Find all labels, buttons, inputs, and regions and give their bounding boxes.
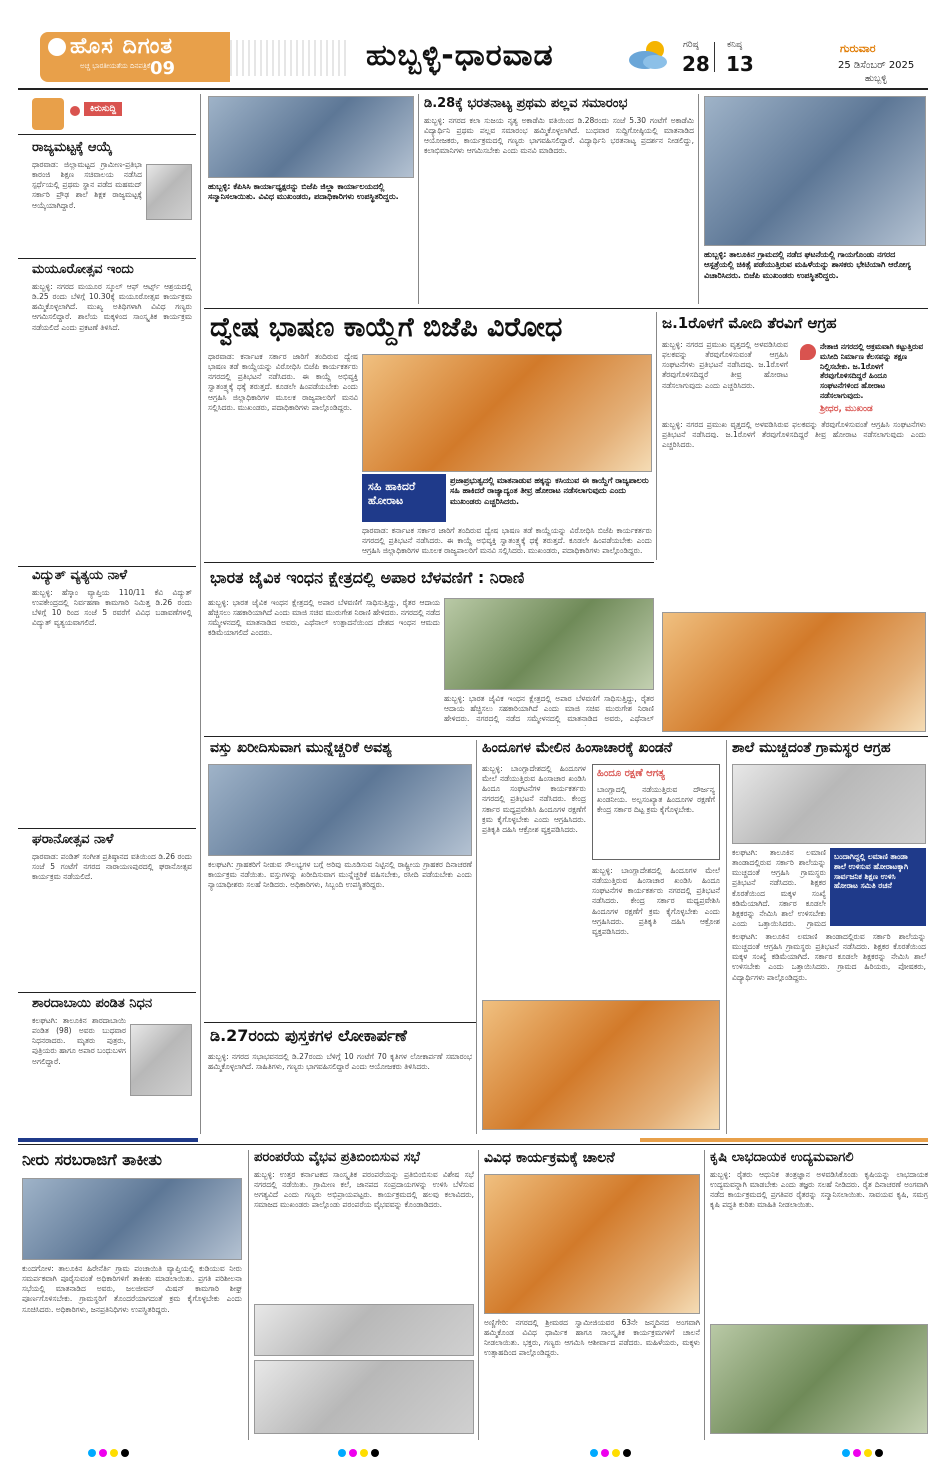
rule	[18, 828, 196, 829]
news-body: ಹುಬ್ಬಳ್ಳಿ: ಭಾರತ ಜೈವಿಕ ಇಂಧನ ಕ್ಷೇತ್ರದಲ್ಲಿ ಅಪಾರ ಬೆಳವಣಿಗೆ ಸಾಧಿಸುತ್ತಿದ್ದು, ರೈತರ ಆದಾಯ ಹೆಚ್ಚಿಸಲು ಸಹಕಾರಿಯಾಗಿದೆ ಎಂದು ಮಾಜಿ ಸಚಿವ ಮುರುಗೇಶ ನಿರಾಣಿ ಹೇಳಿದರು. ನಗರದಲ್ಲಿ ನಡೆದ ಸಮ್ಮೇಳನದಲ್ಲಿ ಮಾತನಾಡಿದ ಅವರು, ಎಥೆನಾಲ್ ಉತ್ಪಾದನೆಯಿಂದ ದೇಶದ ಇಂಧನ ಆಮದು ಕಡಿಮೆಯಾಗಲಿದೆ ಎಂದರು.	[208, 598, 440, 638]
registration-marks	[842, 1442, 886, 1460]
news-photo	[208, 764, 472, 856]
news-photo	[732, 764, 926, 844]
column-divider	[248, 1150, 249, 1440]
min-temp: 13	[726, 52, 754, 76]
section-bar	[18, 1138, 198, 1142]
news-body: ಹುಬ್ಬಳ್ಳಿ: ನಗರದ ಪ್ರಮುಖ ವೃತ್ತದಲ್ಲಿ ಅಳವಡಿಸಿರುವ ಫಲಕವನ್ನು ತೆರವುಗೊಳಿಸುವಂತೆ ಆಗ್ರಹಿಸಿ ಸಂಘಟನೆಗಳು ಪ್ರತಿಭಟನೆ ನಡೆಸಿದವು. ಜ.1ರೊಳಗೆ ತೆರವುಗೊಳಿಸದಿದ್ದರೆ ತೀವ್ರ ಹೋರಾಟ ನಡೆಸಲಾಗುವುದು ಎಂದು ಎಚ್ಚರಿಸಿದರು.	[662, 420, 926, 450]
photo-caption: ಹುಬ್ಬಳ್ಳಿ: ಕೆಪಿಸಿಸಿ ಕಾರ್ಯಾಧ್ಯಕ್ಷರನ್ನು ಬಿಜೆಪಿ ಜಿಲ್ಲಾ ಕಾರ್ಯಾಲಯದಲ್ಲಿ ಸನ್ಮಾನಿಸಲಾಯಿತು. ವಿವಿಧ ಮುಖಂಡರು, ಪದಾಧಿಕಾರಿಗಳು ಉಪಸ್ಥಿತರಿದ್ದರು.	[208, 182, 399, 202]
news-body: ಧಾರವಾಡ: ಕರ್ನಾಟಕ ಸರ್ಕಾರ ಜಾರಿಗೆ ತಂದಿರುವ ದ್ವೇಷ ಭಾಷಣ ತಡೆ ಕಾಯ್ದೆಯನ್ನು ವಿರೋಧಿಸಿ ಬಿಜೆಪಿ ಕಾರ್ಯಕರ್ತರು ನಗರದಲ್ಲಿ ಪ್ರತಿಭಟನೆ ನಡೆಸಿದರು. ಈ ಕಾಯ್ದೆ ಅಭಿವ್ಯಕ್ತಿ ಸ್ವಾತಂತ್ರ್ಯಕ್ಕೆ ಧಕ್ಕೆ ತರುತ್ತದೆ. ಕೂಡಲೇ ಹಿಂಪಡೆಯಬೇಕು ಎಂದು ಆಗ್ರಹಿಸಿ ಜಿಲ್ಲಾಧಿಕಾರಿಗಳ ಮೂಲಕ ರಾಜ್ಯಪಾಲರಿಗೆ ಮನವಿ ಸಲ್ಲಿಸಿದರು. ಮುಖಂಡರು, ಪದಾಧಿಕಾರಿಗಳು ಪಾಲ್ಗೊಂಡಿದ್ದರು.	[208, 352, 358, 412]
news-head: ಪರಂಪರೆಯ ವೈಭವ ಪ್ರತಿಬಿಂಬಿಸುವ ಸಭೆ	[254, 1150, 420, 1165]
page-number: 09	[150, 58, 176, 79]
quote-text: ನೇತಾಜಿ ನಗರದಲ್ಲಿ ಅಕ್ರಮವಾಗಿ ಕಟ್ಟುತ್ತಿರುವ ಮಸೀದಿ ನಿರ್ಮಾಣ ಕೆಲಸವನ್ನು ತಕ್ಷಣ ನಿಲ್ಲಿಸಬೇಕು. ಜ.1ರೊಳಗೆ ತೆರವುಗೊಳಿಸದಿದ್ದರೆ ಹಿಂದೂ ಸಂಘಟನೆಗಳಿಂದ ಹೋರಾಟ ನಡೆಸಲಾಗುವುದು.	[820, 342, 924, 400]
news-body: ಹುಬ್ಬಳ್ಳಿ: ಉತ್ತರ ಕರ್ನಾಟಕದ ಸಾಂಸ್ಕೃತಿಕ ಪರಂಪರೆಯನ್ನು ಪ್ರತಿಬಿಂಬಿಸುವ ವಿಶೇಷ ಸಭೆ ನಗರದಲ್ಲಿ ನಡೆಯಿತು. ಗ್ರಾಮೀಣ ಕಲೆ, ಜಾನಪದ ಸಂಪ್ರದಾಯಗಳನ್ನು ಉಳಿಸಿ ಬೆಳೆಸುವ ಅಗತ್ಯವಿದೆ ಎಂದು ಗಣ್ಯರು ಅಭಿಪ್ರಾಯಪಟ್ಟರು. ಕಾರ್ಯಕ್ರಮದಲ್ಲಿ ಹಲವು ಕಲಾವಿದರು, ಸಮಾಜದ ಮುಖಂಡರು ಪಾಲ್ಗೊಂಡು ಪರಂಪರೆಯ ವೈಭವವನ್ನು ಕೊಂಡಾಡಿದರು.	[254, 1170, 474, 1210]
column-divider	[200, 94, 201, 1134]
news-body: ಹುಬ್ಬಳ್ಳಿ: ಹೆಸ್ಕಾಂ ವ್ಯಾಪ್ತಿಯ 110/11 ಕೆವಿ ವಿದ್ಯುತ್ ಉಪಕೇಂದ್ರದಲ್ಲಿ ನಿರ್ವಹಣಾ ಕಾಮಗಾರಿ ನಿಮಿತ್ತ ಡಿ.26 ರಂದು ಬೆಳಿಗ್ಗೆ 10 ರಿಂದ ಸಂಜೆ 5 ರವರೆಗೆ ವಿವಿಧ ಬಡಾವಣೆಗಳಲ್ಲಿ ವಿದ್ಯುತ್ ವ್ಯತ್ಯಯವಾಗಲಿದೆ.	[32, 588, 192, 628]
quote-icon	[800, 344, 816, 360]
photo-caption: ಹುಬ್ಬಳ್ಳಿ: ತಾಲೂಕಿನ ಗ್ರಾಮದಲ್ಲಿ ನಡೆದ ಘಟನೆಯಲ್ಲಿ ಗಾಯಗೊಂಡು ನಗರದ ಆಸ್ಪತ್ರೆಯಲ್ಲಿ ಚಿಕಿತ್ಸೆ ಪಡೆಯುತ್ತಿರುವ ಮಹಿಳೆಯನ್ನು ಶಾಸಕರು ಭೇಟಿಯಾಗಿ ಆರೋಗ್ಯ ವಿಚಾರಿಸಿದರು. ಬಿಜೆಪಿ ಮುಖಂಡರು ಉಪಸ್ಥಿತರಿದ್ದರು.	[704, 250, 911, 280]
news-head: ವಿವಿಧ ಕಾರ್ಯಕ್ರಮಕ್ಕೆ ಚಾಲನೆ	[484, 1150, 615, 1166]
rule	[18, 258, 196, 259]
column-divider	[476, 740, 477, 1134]
max-temp: 28	[682, 52, 710, 76]
column-divider	[726, 740, 727, 1134]
rule	[204, 562, 654, 563]
masthead-rule	[18, 88, 928, 90]
info-box	[592, 764, 720, 860]
column-divider	[478, 1150, 479, 1440]
news-head: ಘರಾನೋತ್ಸವ ನಾಳೆ	[32, 832, 114, 847]
portrait-photo	[146, 164, 192, 220]
rule	[204, 1022, 476, 1023]
section-bar	[640, 1138, 928, 1142]
news-photo	[482, 1000, 720, 1130]
logo-tagline: ಅಚ್ಚ ಭಾರತೀಯತೆಯ ದಿನಪತ್ರಿಕೆ	[80, 62, 151, 70]
logo: ಹೊಸ ದಿಗಂತ	[70, 34, 174, 59]
news-body: ಕಲಘಟಗಿ: ತಾಲೂಕಿನ ಶಾರದಾಬಾಯಿ ಪಂಡಿತ (98) ಅವರು ಬುಧವಾರ ನಿಧನರಾದರು. ಮೃತರು ಪುತ್ರರು, ಪುತ್ರಿಯರು ಹಾಗೂ ಅಪಾರ ಬಂಧುಬಳಗ ಅಗಲಿದ್ದಾರೆ.	[32, 1016, 126, 1066]
column-divider	[656, 312, 657, 560]
news-head: ಭಾರತ ಜೈವಿಕ ಇಂಧನ ಕ್ಷೇತ್ರದಲ್ಲಿ ಅಪಾರ ಬೆಳವಣಿಗೆ : ನಿರಾಣಿ	[210, 568, 525, 587]
rule	[204, 308, 928, 309]
news-photo	[704, 96, 926, 246]
lead-label: ಸಹಿ ಹಾಕಿದರೆ ಹೋರಾಟ	[362, 474, 446, 522]
news-body: ಹುಬ್ಬಳ್ಳಿ: ರೈತರು ಆಧುನಿಕ ತಂತ್ರಜ್ಞಾನ ಅಳವಡಿಸಿಕೊಂಡು ಕೃಷಿಯನ್ನು ಲಾಭದಾಯಕ ಉದ್ಯಮವನ್ನಾಗಿ ಮಾಡಬೇಕು ಎಂದು ತಜ್ಞರು ಸಲಹೆ ನೀಡಿದರು. ರೈತ ದಿನಾಚರಣೆ ಅಂಗವಾಗಿ ನಡೆದ ಕಾರ್ಯಕ್ರಮದಲ್ಲಿ ಪ್ರಗತಿಪರ ರೈತರನ್ನು ಸನ್ಮಾನಿಸಲಾಯಿತು. ಸಾವಯವ ಕೃಷಿ, ಸಮಗ್ರ ಕೃಷಿ ಪದ್ಧತಿ ಕುರಿತು ಮಾಹಿತಿ ನೀಡಲಾಯಿತು.	[710, 1170, 928, 1210]
news-head: ವಸ್ತು ಖರೀದಿಸುವಾಗ ಮುನ್ನೆಚ್ಚರಿಕೆ ಅವಶ್ಯ	[210, 740, 392, 756]
hand-icon	[32, 98, 64, 130]
box-body: ಬಾಂಗ್ಲಾದಲ್ಲಿ ನಡೆಯುತ್ತಿರುವ ದೌರ್ಜನ್ಯ ಖಂಡನೀಯ. ಅಲ್ಪಸಂಖ್ಯಾತ ಹಿಂದೂಗಳ ರಕ್ಷಣೆಗೆ ಕೇಂದ್ರ ಸರ್ಕಾರ ದಿಟ್ಟ ಕ್ರಮ ಕೈಗೊಳ್ಳಬೇಕು.	[597, 785, 715, 815]
news-photo	[662, 612, 926, 732]
divider	[714, 42, 715, 72]
news-body: ಕುಂದಗೋಳ: ತಾಲೂಕಿನ ಹಿರೇನೆರ್ತಿ ಗ್ರಾಮ ಪಂಚಾಯಿತಿ ವ್ಯಾಪ್ತಿಯಲ್ಲಿ ಕುಡಿಯುವ ನೀರು ಸಮರ್ಪಕವಾಗಿ ಪೂರೈಸುವಂತೆ ಅಧಿಕಾರಿಗಳಿಗೆ ತಾಕೀತು ಮಾಡಲಾಯಿತು. ಪ್ರಗತಿ ಪರಿಶೀಲನಾ ಸಭೆಯಲ್ಲಿ ಮಾತನಾಡಿದ ಅವರು, ಜಲಜೀವನ್ ಮಿಷನ್ ಕಾಮಗಾರಿ ಶೀಘ್ರ ಪೂರ್ಣಗೊಳಿಸಬೇಕು. ಗ್ರಾಮಸ್ಥರಿಗೆ ತೊಂದರೆಯಾಗದಂತೆ ಕ್ರಮ ಕೈಗೊಳ್ಳಬೇಕು ಎಂದು ಸೂಚಿಸಿದರು. ಅಧಿಕಾರಿಗಳು, ಜನಪ್ರತಿನಿಧಿಗಳು ಉಪಸ್ಥಿತರಿದ್ದರು.	[22, 1264, 242, 1314]
pattern-strip	[230, 40, 350, 76]
logo-emblem-icon	[48, 38, 66, 56]
lead-headline: ದ್ವೇಷ ಭಾಷಣ ಕಾಯ್ದೆಗೆ ಬಿಜೆಪಿ ವಿರೋಧ	[210, 312, 563, 343]
news-body: ಹುಬ್ಬಳ್ಳಿ: ಬಾಂಗ್ಲಾದೇಶದಲ್ಲಿ ಹಿಂದೂಗಳ ಮೇಲೆ ನಡೆಯುತ್ತಿರುವ ಹಿಂಸಾಚಾರ ಖಂಡಿಸಿ ಹಿಂದೂ ಸಂಘಟನೆಗಳ ಕಾರ್ಯಕರ್ತರು ನಗರದಲ್ಲಿ ಪ್ರತಿಭಟನೆ ನಡೆಸಿದರು. ಕೇಂದ್ರ ಸರ್ಕಾರ ಮಧ್ಯಪ್ರವೇಶಿಸಿ ಹಿಂದೂಗಳ ರಕ್ಷಣೆಗೆ ಕ್ರಮ ಕೈಗೊಳ್ಳಬೇಕು ಎಂದು ಆಗ್ರಹಿಸಿದರು. ಪ್ರತಿಕೃತಿ ದಹಿಸಿ ಆಕ್ರೋಶ ವ್ಯಕ್ತಪಡಿಸಿದರು.	[592, 866, 720, 936]
registration-marks	[88, 1442, 132, 1460]
news-head: ರಾಜ್ಯಮಟ್ಟಕ್ಕೆ ಆಯ್ಕೆ	[32, 140, 113, 155]
news-head: ಶಾರದಾಬಾಯಿ ಪಂಡಿತ ನಿಧನ	[32, 996, 153, 1011]
news-photo	[444, 598, 654, 690]
rule	[18, 992, 196, 993]
news-body: ಹುಬ್ಬಳ್ಳಿ: ನಗರದ ಮಯೂರ ಸ್ಕೂಲ್ ಆಫ್ ಆರ್ಟ್ಸ್ ಆಶ್ರಯದಲ್ಲಿ ಡಿ.25 ರಂದು ಬೆಳಿಗ್ಗೆ 10.30ಕ್ಕೆ ಮಯೂರೋತ್ಸವ ಕಾರ್ಯಕ್ರಮ ಹಮ್ಮಿಕೊಳ್ಳಲಾಗಿದೆ. ಮುಖ್ಯ ಅತಿಥಿಗಳಾಗಿ ವಿವಿಧ ಗಣ್ಯರು ಆಗಮಿಸಲಿದ್ದಾರೆ. ಶಾಲೆಯ ಮಕ್ಕಳಿಂದ ಸಾಂಸ್ಕೃತಿಕ ಕಾರ್ಯಕ್ರಮ ನಡೆಯಲಿದೆ ಎಂದು ಪ್ರಕಟಣೆ ತಿಳಿಸಿದೆ.	[32, 282, 192, 332]
news-body: ಹುಬ್ಬಳ್ಳಿ: ನಗರದ ಕಲಾ ಸುಜಯ ನೃತ್ಯ ಅಕಾಡೆಮಿ ವತಿಯಿಂದ ಡಿ.28ರಂದು ಸಂಜೆ 5.30 ಗಂಟೆಗೆ ಅಕಾಡೆಮಿ ವಿದ್ಯಾರ್ಥಿನಿ ಪ್ರಥಮ ಪಲ್ಲವ ಸಮಾರಂಭ ಹಮ್ಮಿಕೊಳ್ಳಲಾಗಿದೆ. ಬುಧವಾರ ಸುದ್ದಿಗೋಷ್ಠಿಯಲ್ಲಿ ಮಾತನಾಡಿದ ಆಯೋಜಕರು, ಕಾರ್ಯಕ್ರಮದಲ್ಲಿ ಗಣ್ಯರು ಭಾಗವಹಿಸಲಿದ್ದಾರೆ. ವಿದ್ಯಾರ್ಥಿನಿ ಭರತನಾಟ್ಯ ಪ್ರದರ್ಶನ ನೀಡಲಿದ್ದು, ಕಲಾಭಿಮಾನಿಗಳು ಆಗಮಿಸಬೇಕು ಎಂದು ಮನವಿ ಮಾಡಿದರು.	[424, 116, 694, 156]
news-body: ಕಲಘಟಗಿ: ಗ್ರಾಹಕರಿಗೆ ನೀಡುವ ಸೌಲಭ್ಯಗಳ ಬಗ್ಗೆ ಅರಿವು ಮೂಡಿಸುವ ನಿಟ್ಟಿನಲ್ಲಿ ರಾಷ್ಟ್ರೀಯ ಗ್ರಾಹಕರ ದಿನಾಚರಣೆ ಕಾರ್ಯಕ್ರಮ ನಡೆಯಿತು. ವಸ್ತುಗಳನ್ನು ಖರೀದಿಸುವಾಗ ಮುನ್ನೆಚ್ಚರಿಕೆ ವಹಿಸಬೇಕು, ರಸೀದಿ ಪಡೆಯಬೇಕು ಎಂದು ನ್ಯಾಯಾಧೀಶರು ಸಲಹೆ ನೀಡಿದರು. ಅಧಿಕಾರಿಗಳು, ಸಿಬ್ಬಂದಿ ಉಪಸ್ಥಿತರಿದ್ದರು.	[208, 860, 472, 890]
news-photo	[710, 1324, 928, 1434]
rule	[204, 736, 928, 737]
news-photo	[22, 1178, 242, 1260]
news-body: ಹುಬ್ಬಳ್ಳಿ: ನಗರದ ಸಭಾಭವನದಲ್ಲಿ ಡಿ.27ರಂದು ಬೆಳಿಗ್ಗೆ 10 ಗಂಟೆಗೆ 70 ಕೃತಿಗಳ ಲೋಕಾರ್ಪಣೆ ಸಮಾರಂಭ ಹಮ್ಮಿಕೊಳ್ಳಲಾಗಿದೆ. ಸಾಹಿತಿಗಳು, ಗಣ್ಯರು ಭಾಗವಹಿಸಲಿದ್ದಾರೆ ಎಂದು ಆಯೋಜಕರು ತಿಳಿಸಿದರು.	[208, 1052, 472, 1072]
min-temp-label: ಕನಿಷ್ಠ	[727, 40, 743, 50]
news-body: ಕಲಘಟಗಿ: ತಾಲೂಕಿನ ಲಮಾಣಿ ತಾಂಡಾದಲ್ಲಿರುವ ಸರ್ಕಾರಿ ಶಾಲೆಯನ್ನು ಮುಚ್ಚದಂತೆ ಆಗ್ರಹಿಸಿ ಗ್ರಾಮಸ್ಥರು ಪ್ರತಿಭಟನೆ ನಡೆಸಿದರು. ಶಿಕ್ಷಕರ ಕೊರತೆಯಿಂದ ಮಕ್ಕಳ ಸಂಖ್ಯೆ ಕಡಿಮೆಯಾಗಿದೆ. ಸರ್ಕಾರ ಕೂಡಲೇ ಶಿಕ್ಷಕರನ್ನು ನೇಮಿಸಿ ಶಾಲೆ ಉಳಿಸಬೇಕು ಎಂದು ಒತ್ತಾಯಿಸಿದರು. ಗ್ರಾಮದ ಹಿರಿಯರು, ಪೋಷಕರು, ವಿದ್ಯಾರ್ಥಿಗಳು ಪಾಲ್ಗೊಂಡಿದ್ದರು.	[732, 932, 926, 982]
news-head: ಜ.1ರೊಳಗೆ ಮೋದಿ ತೆರವಿಗೆ ಆಗ್ರಹ	[662, 314, 837, 332]
rule	[18, 566, 196, 567]
news-body: ಹುಬ್ಬಳ್ಳಿ: ನಗರದ ಪ್ರಮುಖ ವೃತ್ತದಲ್ಲಿ ಅಳವಡಿಸಿರುವ ಫಲಕವನ್ನು ತೆರವುಗೊಳಿಸುವಂತೆ ಆಗ್ರಹಿಸಿ ಸಂಘಟನೆಗಳು ಪ್ರತಿಭಟನೆ ನಡೆಸಿದವು. ಜ.1ರೊಳಗೆ ತೆರವುಗೊಳಿಸದಿದ್ದರೆ ತೀವ್ರ ಹೋರಾಟ ನಡೆಸಲಾಗುವುದು ಎಂದು ಎಚ್ಚರಿಸಿದರು.	[662, 340, 788, 390]
news-body: ಹುಬ್ಬಳ್ಳಿ: ಭಾರತ ಜೈವಿಕ ಇಂಧನ ಕ್ಷೇತ್ರದಲ್ಲಿ ಅಪಾರ ಬೆಳವಣಿಗೆ ಸಾಧಿಸುತ್ತಿದ್ದು, ರೈತರ ಆದಾಯ ಹೆಚ್ಚಿಸಲು ಸಹಕಾರಿಯಾಗಿದೆ ಎಂದು ಮಾಜಿ ಸಚಿವ ಮುರುಗೇಶ ನಿರಾಣಿ ಹೇಳಿದರು. ನಗರದಲ್ಲಿ ನಡೆದ ಸಮ್ಮೇಳನದಲ್ಲಿ ಮಾತನಾಡಿದ ಅವರು, ಎಥೆನಾಲ್	[444, 694, 654, 724]
news-body: ಅಣ್ಣಿಗೇರಿ: ನಗರದಲ್ಲಿ ಶ್ರೀಮಠದ ಸ್ವಾಮೀಜಿಯವರ 63ನೇ ಜನ್ಮದಿನದ ಅಂಗವಾಗಿ ಹಮ್ಮಿಕೊಂಡ ವಿವಿಧ ಧಾರ್ಮಿಕ ಹಾಗೂ ಸಾಂಸ್ಕೃತಿಕ ಕಾರ್ಯಕ್ರಮಗಳಿಗೆ ಚಾಲನೆ ನೀಡಲಾಯಿತು. ಭಕ್ತರು, ಗಣ್ಯರು ಆಗಮಿಸಿ ಆಶೀರ್ವಾದ ಪಡೆದರು. ಮಹಿಳೆಯರು, ಮಕ್ಕಳು ಉತ್ಸಾಹದಿಂದ ಪಾಲ್ಗೊಂಡಿದ್ದರು.	[484, 1318, 700, 1358]
news-head: ಮಯೂರೋತ್ಸವ ಇಂದು	[32, 262, 134, 277]
partly-cloudy-icon	[623, 38, 675, 72]
column-divider	[698, 94, 699, 304]
news-head: ಹಿಂದೂಗಳ ಮೇಲಿನ ಹಿಂಸಾಚಾರಕ್ಕೆ ಖಂಡನೆ	[482, 740, 673, 756]
highlight-box: ಬಂದಾಗಿದ್ದಲ್ಲಿ ಲಮಾಣಿ ತಾಂಡಾ ಶಾಲೆ ಉಳಿಸುವ ಹೋರಾಟಕ್ಕಾಗಿ ಸಾರ್ವಜನಿಕ ಶಿಕ್ಷಣ ಉಳಿಸಿ ಹೋರಾಟ ಸಮಿತಿ ರಚನೆ	[830, 848, 926, 926]
news-head: ನೀರು ಸರಬರಾಜಿಗೆ ತಾಕೀತು	[22, 1150, 162, 1169]
news-head: ಶಾಲೆ ಮುಚ್ಚದಂತೆ ಗ್ರಾಮಸ್ಥರ ಆಗ್ರಹ	[732, 740, 891, 756]
news-photo	[254, 1360, 474, 1434]
label-text: ಪ್ರಜಾಪ್ರಭುತ್ವದಲ್ಲಿ ಮಾತನಾಡುವ ಹಕ್ಕನ್ನು ಕಸಿಯುವ ಈ ಕಾಯ್ದೆಗೆ ರಾಜ್ಯಪಾಲರು ಸಹಿ ಹಾಕಿದರೆ ರಾಜ್ಯಾದ್ಯಂತ ತೀವ್ರ ಹೋರಾಟ ನಡೆಸಲಾಗುವುದು ಎಂದು ಮುಖಂಡರು ಎಚ್ಚರಿಸಿದರು.	[450, 476, 649, 506]
page-title: ಹುಬ್ಬಳ್ಳಿ-ಧಾರವಾಡ	[366, 38, 554, 73]
news-body: ಧಾರವಾಡ: ಪಂಡಿತ್ ಸಂಗೀತ ಪ್ರತಿಷ್ಠಾನದ ವತಿಯಿಂದ ಡಿ.26 ರಂದು ಸಂಜೆ 5 ಗಂಟೆಗೆ ನಗರದ ನಾರಾಯಣಪುರದಲ್ಲಿ ಘರಾನೋತ್ಸವ ಕಾರ್ಯಕ್ರಮ ನಡೆಯಲಿದೆ.	[32, 852, 192, 882]
news-head: ವಿದ್ಯುತ್ ವ್ಯತ್ಯಯ ನಾಳೆ	[32, 568, 128, 583]
column-divider	[704, 1150, 705, 1440]
news-head: ಡಿ.28ಕ್ಕೆ ಭರತನಾಟ್ಯ ಪ್ರಥಮ ಪಲ್ಲವ ಸಮಾರಂಭ	[424, 96, 628, 111]
masthead	[0, 0, 945, 88]
max-temp-label: ಗರಿಷ್ಠ	[683, 40, 699, 50]
news-body: ಹುಬ್ಬಳ್ಳಿ: ಬಾಂಗ್ಲಾದೇಶದಲ್ಲಿ ಹಿಂದೂಗಳ ಮೇಲೆ ನಡೆಯುತ್ತಿರುವ ಹಿಂಸಾಚಾರ ಖಂಡಿಸಿ ಹಿಂದೂ ಸಂಘಟನೆಗಳ ಕಾರ್ಯಕರ್ತರು ನಗರದಲ್ಲಿ ಪ್ರತಿಭಟನೆ ನಡೆಸಿದರು. ಕೇಂದ್ರ ಸರ್ಕಾರ ಮಧ್ಯಪ್ರವೇಶಿಸಿ ಹಿಂದೂಗಳ ರಕ್ಷಣೆಗೆ ಕ್ರಮ ಕೈಗೊಳ್ಳಬೇಕು ಎಂದು ಆಗ್ರಹಿಸಿದರು. ಪ್ರತಿಕೃತಿ ದಹಿಸಿ ಆಕ್ರೋಶ ವ್ಯಕ್ತಪಡಿಸಿದರು.	[482, 764, 586, 834]
news-head: ಡಿ.27ರಂದು ಪುಸ್ತಕಗಳ ಲೋಕಾರ್ಪಣೆ	[210, 1026, 407, 1045]
rule	[18, 1144, 928, 1145]
rule	[18, 134, 196, 135]
news-body: ಧಾರವಾಡ: ಕರ್ನಾಟಕ ಸರ್ಕಾರ ಜಾರಿಗೆ ತಂದಿರುವ ದ್ವೇಷ ಭಾಷಣ ತಡೆ ಕಾಯ್ದೆಯನ್ನು ವಿರೋಧಿಸಿ ಬಿಜೆಪಿ ಕಾರ್ಯಕರ್ತರು ನಗರದಲ್ಲಿ ಪ್ರತಿಭಟನೆ ನಡೆಸಿದರು. ಈ ಕಾಯ್ದೆ ಅಭಿವ್ಯಕ್ತಿ ಸ್ವಾತಂತ್ರ್ಯಕ್ಕೆ ಧಕ್ಕೆ ತರುತ್ತದೆ. ಕೂಡಲೇ ಹಿಂಪಡೆಯಬೇಕು ಎಂದು ಆಗ್ರಹಿಸಿ ಜಿಲ್ಲಾಧಿಕಾರಿಗಳ ಮೂಲಕ ರಾಜ್ಯಪಾಲರಿಗೆ ಮನವಿ ಸಲ್ಲಿಸಿದರು. ಮುಖಂಡರು, ಪದಾಧಿಕಾರಿಗಳು ಪಾಲ್ಗೊಂಡಿದ್ದರು.	[362, 526, 652, 556]
place: ಹುಬ್ಬಳ್ಳಿ	[865, 74, 887, 84]
news-body: ಧಾರವಾಡ: ಜಿಲ್ಲಾಮಟ್ಟದ ಗ್ರಾಮೀಣ-ಪ್ರತಿಭಾ ಕಾರಂಜಿ ಶಿಕ್ಷಣ ಸಚಿವಾಲಯ ನಡೆಸಿದ ಸ್ಪರ್ಧೆಯಲ್ಲಿ ಪ್ರಥಮ ಸ್ಥಾನ ಪಡೆದ ಮಹಮದ್ ಸರ್ಕಾರಿ ಪ್ರೌಢ ಶಾಲೆ ಶಿಕ್ಷಕ ರಾಜ್ಯಮಟ್ಟಕ್ಕೆ ಆಯ್ಕೆಯಾಗಿದ್ದಾರೆ.	[32, 160, 142, 210]
quote-author: ಶ್ರೀಧರ, ಮುಖಂಡ	[820, 404, 873, 414]
date: 25 ಡಿಸೆಂಬರ್ 2025	[838, 60, 915, 71]
day: ಗುರುವಾರ	[840, 42, 876, 55]
box-head: ಹಿಂದೂ ರಕ್ಷಣೆ ಆಗತ್ಯ	[597, 768, 665, 779]
bullet-icon	[70, 106, 80, 116]
news-head: ಕೃಷಿ ಲಾಭದಾಯಕ ಉದ್ಯಮವಾಗಲಿ	[710, 1150, 854, 1165]
news-photo	[362, 354, 652, 472]
news-photo	[208, 96, 414, 178]
registration-marks	[338, 1442, 382, 1460]
kirusuddi-column	[18, 94, 196, 1134]
news-photo	[484, 1174, 700, 1314]
news-body: ಕಲಘಟಗಿ: ತಾಲೂಕಿನ ಲಮಾಣಿ ತಾಂಡಾದಲ್ಲಿರುವ ಸರ್ಕಾರಿ ಶಾಲೆಯನ್ನು ಮುಚ್ಚದಂತೆ ಆಗ್ರಹಿಸಿ ಗ್ರಾಮಸ್ಥರು ಪ್ರತಿಭಟನೆ ನಡೆಸಿದರು. ಶಿಕ್ಷಕರ ಕೊರತೆಯಿಂದ ಮಕ್ಕಳ ಸಂಖ್ಯೆ ಕಡಿಮೆಯಾಗಿದೆ. ಸರ್ಕಾರ ಕೂಡಲೇ ಶಿಕ್ಷಕರನ್ನು ನೇಮಿಸಿ ಶಾಲೆ ಉಳಿಸಬೇಕು ಎಂದು ಒತ್ತಾಯಿಸಿದರು. ಗ್ರಾಮದ	[732, 848, 826, 928]
portrait-photo	[130, 1024, 192, 1096]
news-photo	[254, 1304, 474, 1356]
column-divider	[418, 94, 419, 304]
registration-marks	[590, 1442, 634, 1460]
section-title: ಕಿರುಸುದ್ದಿ	[84, 102, 122, 116]
